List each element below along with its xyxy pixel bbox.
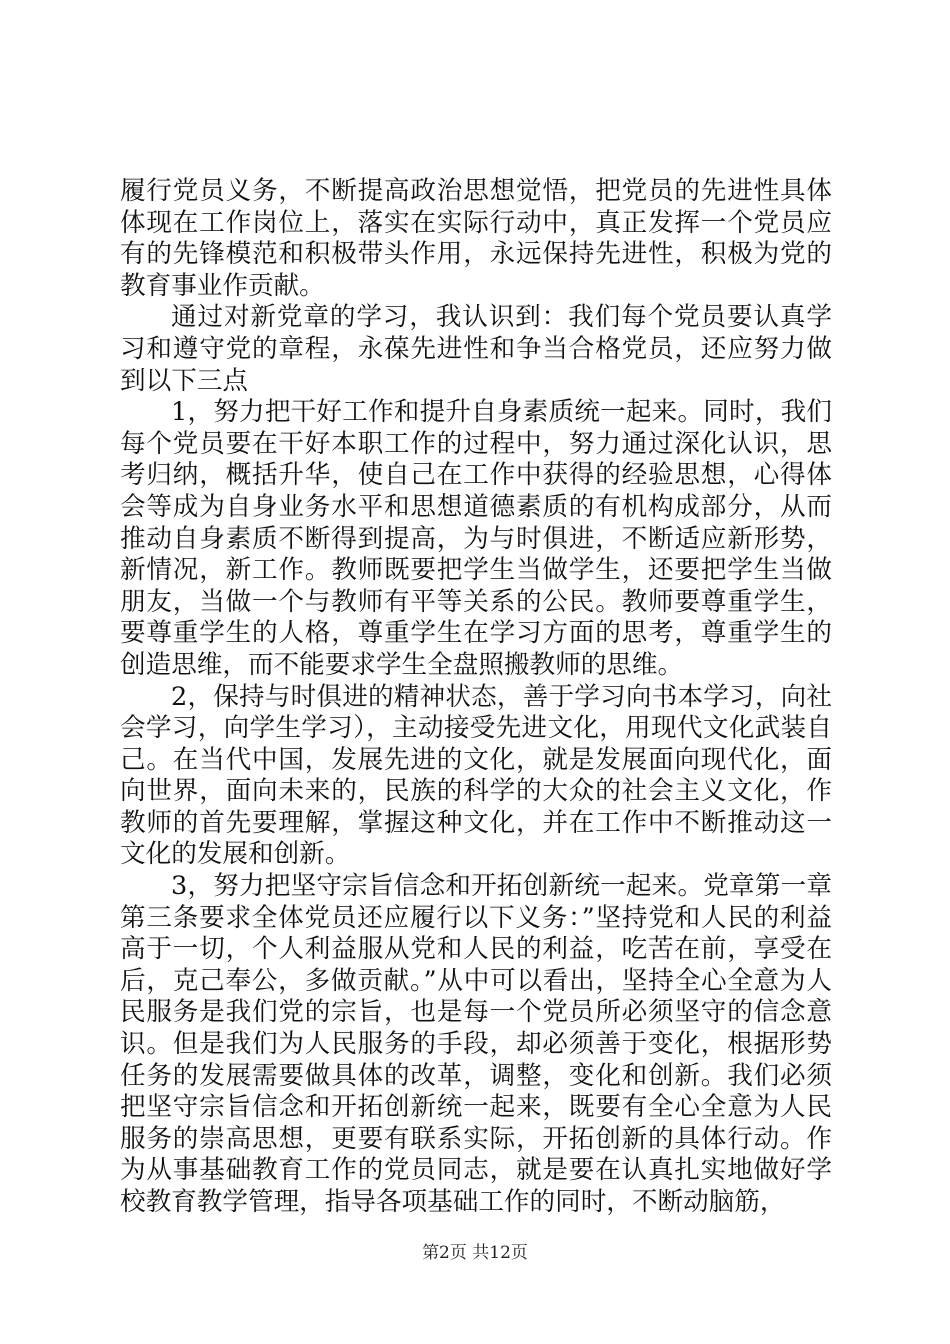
- paragraph-point-2: 2，保持与时俱进的精神状态，善于学习向书本学习，向社会学习，向学生学习），主动接受先进文化，用现代文化武装自己。在当代中国，发展先进的文化，就是发展面向现代化，面向世界，面向未来的，民族的科学的大众的社会主义文化，作教师的首先要理解，掌握这种文化，并在工作中不断推动这一文化的发展和创新。: [120, 681, 832, 870]
- page-number-footer: 第2页 共12页: [422, 1243, 528, 1263]
- paragraph-continuation: 履行党员义务，不断提高政治思想觉悟，把党员的先进性具体体现在工作岗位上，落实在实际行动中，真正发挥一个党员应有的先锋模范和积极带头作用，永远保持先进性，积极为党的教育事业作贡献。: [120, 176, 832, 301]
- paragraph-point-1: 1，努力把干好工作和提升自身素质统一起来。同时，我们每个党员要在干好本职工作的过程中，努力通过深化认识，思考归纳，概括升华，使自己在工作中获得的经验思想，心得体会等成为自身业务水平和思想道德素质的有机构成部分，从而推动自身素质不断得到提高，为与时俱进，不断适应新形势，新情况，新工作。教师既要把学生当做学生，还要把学生当做朋友，当做一个与教师有平等关系的公民。教师要尊重学生，要尊重学生的人格，尊重学生在学习方面的思考，尊重学生的创造思维，而不能要求学生全盘照搬教师的思维。: [120, 397, 832, 680]
- document-body: [120, 176, 832, 1219]
- paragraph-point-3: 3，努力把坚守宗旨信念和开拓创新统一起来。党章第一章第三条要求全体党员还应履行以下义务：”坚持党和人民的利益高于一切，个人利益服从党和人民的利益，吃苦在前，享受在后，克己奉公，多做贡献。”从中可以看出，坚持全心全意为人民服务是我们党的宗旨，也是每一个党员所必须坚守的信念意识。但是我们为人民服务的手段，却必须善于变化，根据形势任务的发展需要做具体的改革，调整，变化和创新。我们必须把坚守宗旨信念和开拓创新统一起来，既要有全心全意为人民服务的崇高思想，更要有联系实际，开拓创新的具体行动。作为从事基础教育工作的党员同志，就是要在认真扎实地做好学校教育教学管理，指导各项基础工作的同时，不断动脑筋，: [120, 871, 832, 1217]
- paragraph-intro: 通过对新党章的学习，我认识到：我们每个党员要认真学习和遵守党的章程，永葆先进性和争当合格党员，还应努力做到以下三点: [120, 302, 832, 396]
